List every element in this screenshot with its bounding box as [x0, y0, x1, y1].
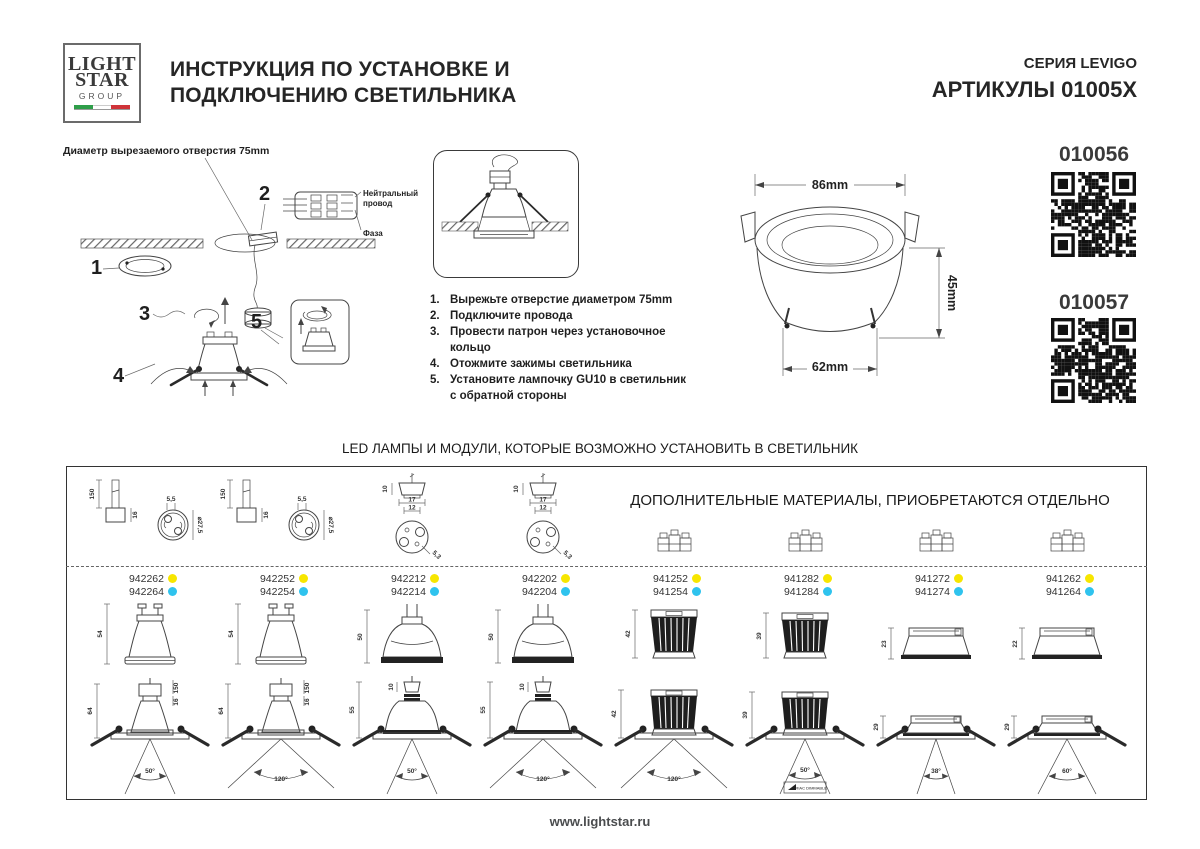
part-label-5: 5 — [251, 311, 263, 333]
triac-label: TRIAC DIMMABLE — [792, 785, 828, 791]
beam-angle-label: 38° — [931, 768, 941, 775]
articles-label: АРТИКУЛЫ 01005X — [931, 77, 1137, 102]
step-text: Провести патрон через установочное кольцо — [450, 326, 666, 354]
phase-wire-label: Фаза — [363, 229, 383, 238]
fixture-height-label: 29 — [873, 723, 880, 731]
article-list — [85, 572, 215, 598]
lightstar-logo — [63, 43, 141, 123]
beam-angle-label: 50° — [145, 768, 155, 775]
fixture-install-drawing — [347, 676, 477, 800]
installation-diagram — [55, 142, 425, 400]
lamp-height-label: 22 — [1012, 640, 1019, 648]
article-code: 942212 — [390, 572, 426, 585]
article-code: 942204 — [521, 585, 557, 598]
color-dot-yellow-icon — [561, 574, 570, 583]
terminal-connectors-drawing — [871, 526, 1001, 566]
svg-text:5,3: 5,3 — [430, 549, 442, 561]
led-section-title: LED ЛАМПЫ И МОДУЛИ, КОТОРЫЕ ВОЗМОЖНО УСТАНОВИТЬ В СВЕТИЛЬНИК — [341, 441, 859, 456]
dim-top-label: 86mm — [811, 178, 849, 192]
hole-diameter-note: Диаметр вырезаемого отверстия 75mm — [63, 145, 270, 157]
article-row — [216, 585, 346, 598]
svg-text:16: 16 — [263, 511, 270, 519]
qr-code-image — [1051, 172, 1136, 257]
svg-text:⌀27,5: ⌀27,5 — [196, 516, 203, 534]
color-dot-cyan-icon — [430, 587, 439, 596]
lamp-height-label: 50 — [488, 633, 495, 641]
steps-list — [430, 292, 692, 404]
fixture-height-label: 64 — [218, 707, 225, 715]
fixture-height-label: 39 — [742, 711, 749, 719]
svg-text:17: 17 — [408, 496, 416, 504]
terminal-block-zoom — [283, 192, 361, 230]
svg-text:17: 17 — [539, 496, 547, 504]
svg-text:10: 10 — [519, 683, 526, 691]
article-row — [478, 585, 608, 598]
svg-text:10: 10 — [382, 485, 389, 493]
qr-code-label: 010056 — [1058, 143, 1130, 166]
article-row — [216, 572, 346, 585]
article-list — [740, 572, 870, 598]
fixture-height-label: 55 — [480, 706, 487, 714]
step-number: 2. — [430, 310, 440, 322]
article-code: 941274 — [914, 585, 950, 598]
fixture-install-drawing — [478, 676, 608, 800]
article-row — [85, 585, 215, 598]
lamp-height-label: 54 — [228, 630, 235, 638]
mounting-ring — [119, 256, 171, 276]
mr16-lamp-drawing — [347, 600, 477, 674]
beam-angle-label: 50° — [800, 767, 810, 774]
article-row — [740, 585, 870, 598]
beam-angle-label: 120° — [667, 776, 681, 783]
beam-angle-label: 50° — [407, 768, 417, 775]
fixture-install-drawing — [85, 676, 215, 800]
color-dot-yellow-icon — [692, 574, 701, 583]
article-list — [216, 572, 346, 598]
mr16-socket-drawing — [478, 470, 608, 565]
svg-text:5,5: 5,5 — [297, 496, 307, 503]
fixture-install-drawing — [1002, 676, 1132, 800]
article-row — [740, 572, 870, 585]
step-number: 3. — [430, 326, 440, 338]
lamp-height-label: 23 — [881, 640, 888, 648]
header-right — [932, 55, 1137, 103]
fixture-height-label: 64 — [87, 707, 94, 715]
svg-text:150: 150 — [220, 488, 227, 500]
beam-angle-label: 60° — [1062, 768, 1072, 775]
lamp-column-941262 — [1002, 468, 1132, 800]
dim-bottom-label: 62mm — [811, 360, 849, 374]
article-list — [347, 572, 477, 598]
svg-text:5,3: 5,3 — [561, 549, 573, 561]
step-number: 4. — [430, 358, 440, 370]
lamp-height-label: 39 — [756, 632, 763, 640]
step-row — [430, 372, 692, 404]
lamp-column-942252 — [216, 468, 346, 800]
svg-text:150: 150 — [304, 682, 311, 694]
logo-line: STAR — [75, 69, 129, 91]
footer-url: www.lightstar.ru — [549, 814, 651, 829]
lamp-height-label: 54 — [97, 630, 104, 638]
part-label-4: 4 — [113, 365, 125, 387]
svg-text:150: 150 — [173, 682, 180, 694]
dimension-drawing — [703, 148, 1003, 393]
color-dot-cyan-icon — [954, 587, 963, 596]
article-row — [609, 585, 739, 598]
step-row — [430, 356, 692, 372]
part-label-1: 1 — [91, 257, 103, 279]
installed-fixture-panel — [433, 150, 579, 278]
step-row — [430, 324, 692, 356]
article-code: 941282 — [783, 572, 819, 585]
step-text: Отожмите зажимы светильника — [450, 358, 632, 370]
fixture-install-drawing — [216, 676, 346, 800]
article-row — [347, 572, 477, 585]
article-row — [1002, 585, 1132, 598]
article-row — [85, 572, 215, 585]
article-row — [347, 585, 477, 598]
fixture-clips-view — [171, 332, 267, 385]
dim-side-label: 45mm — [945, 274, 959, 312]
article-code: 942202 — [521, 572, 557, 585]
article-list — [871, 572, 1001, 598]
part-label-3: 3 — [139, 303, 151, 325]
fixture-install-drawing — [740, 676, 870, 800]
article-code: 941284 — [783, 585, 819, 598]
beam-angle-label: 120° — [274, 776, 288, 783]
lamp-insert-inset — [291, 300, 349, 364]
ceiling-hatch — [287, 239, 375, 248]
color-dot-yellow-icon — [168, 574, 177, 583]
color-dot-yellow-icon — [1085, 574, 1094, 583]
article-code: 942214 — [390, 585, 426, 598]
svg-text:16: 16 — [304, 698, 311, 706]
neutral-wire-label-2: провод — [363, 199, 393, 208]
article-row — [609, 572, 739, 585]
mr16-socket-drawing — [347, 470, 477, 565]
article-row — [1002, 572, 1132, 585]
extras-title: ДОПОЛНИТЕЛЬНЫЕ МАТЕРИАЛЫ, ПРИОБРЕТАЮТСЯ ОТДЕЛЬНО — [630, 492, 1110, 509]
page-title-line2: ПОДКЛЮЧЕНИЮ СВЕТИЛЬНИКА — [170, 84, 517, 107]
led-module-drawing — [609, 600, 739, 674]
color-dot-yellow-icon — [954, 574, 963, 583]
article-code: 941264 — [1045, 585, 1081, 598]
fixture-install-drawing — [871, 676, 1001, 800]
part-label-2: 2 — [259, 183, 271, 205]
terminal-connectors-drawing — [740, 526, 870, 566]
article-list — [1002, 572, 1132, 598]
step-text: Установите лампочку GU10 в светильник с обратной стороны — [450, 374, 687, 402]
gu10-socket-drawing — [85, 470, 215, 565]
step-number: 1. — [430, 294, 440, 306]
mr16-lamp-drawing — [478, 600, 608, 674]
color-dot-cyan-icon — [168, 587, 177, 596]
logo-line: LIGHT — [67, 53, 137, 75]
low-profile-module-drawing — [871, 600, 1001, 674]
logo-line: GROUP — [78, 91, 126, 101]
fixture-height-label: 29 — [1004, 723, 1011, 731]
step-row — [430, 292, 692, 308]
article-code: 941262 — [1045, 572, 1081, 585]
fixture-height-label: 55 — [349, 706, 356, 714]
step-row — [430, 308, 692, 324]
italian-flag-icon — [74, 105, 130, 110]
beam-angle-label: 120° — [536, 776, 550, 783]
svg-text:5,5: 5,5 — [166, 496, 176, 503]
color-dot-yellow-icon — [430, 574, 439, 583]
terminal-connectors-drawing — [1002, 526, 1132, 566]
page-title-line1: ИНСТРУКЦИЯ ПО УСТАНОВКЕ И — [170, 58, 510, 81]
svg-text:12: 12 — [539, 504, 547, 512]
neutral-wire-label: Нейтральный — [363, 189, 418, 198]
step-text: Вырежьте отверстие диаметром 75mm — [450, 294, 673, 306]
svg-text:12: 12 — [408, 504, 416, 512]
color-dot-cyan-icon — [299, 587, 308, 596]
terminal-connectors-drawing — [609, 526, 739, 566]
lamp-column-941252 — [609, 468, 739, 800]
color-dot-cyan-icon — [823, 587, 832, 596]
article-list — [478, 572, 608, 598]
series-label: СЕРИЯ LEVIGO — [1023, 55, 1137, 72]
lamp-column-941272 — [871, 468, 1001, 800]
article-row — [871, 572, 1001, 585]
article-code: 941272 — [914, 572, 950, 585]
svg-text:150: 150 — [89, 488, 96, 500]
lamp-column-942262 — [85, 468, 215, 800]
article-code: 942254 — [259, 585, 295, 598]
svg-text:10: 10 — [388, 683, 395, 691]
installed-fixture-drawing — [434, 151, 576, 275]
article-code: 942262 — [128, 572, 164, 585]
article-list — [609, 572, 739, 598]
svg-text:⌀27,5: ⌀27,5 — [327, 516, 334, 534]
article-code: 942252 — [259, 572, 295, 585]
lamp-height-label: 42 — [625, 630, 632, 638]
ceiling-hatch — [81, 239, 203, 248]
gu10-lamp-drawing — [216, 600, 346, 674]
page-title — [170, 57, 517, 109]
article-code: 942264 — [128, 585, 164, 598]
svg-text:10: 10 — [513, 485, 520, 493]
color-dot-cyan-icon — [561, 587, 570, 596]
article-code: 941254 — [652, 585, 688, 598]
qr-code-label: 010057 — [1058, 291, 1130, 314]
fixture-height-label: 42 — [611, 710, 618, 718]
lamp-column-942212 — [347, 468, 477, 800]
color-dot-cyan-icon — [692, 587, 701, 596]
led-module-drawing — [740, 600, 870, 674]
qr-code-image — [1051, 318, 1136, 403]
cutout-hole — [215, 234, 275, 252]
svg-text:16: 16 — [173, 698, 180, 706]
low-profile-module-drawing — [1002, 600, 1132, 674]
gu10-lamp-drawing — [85, 600, 215, 674]
fixture-install-drawing — [609, 676, 739, 800]
color-dot-yellow-icon — [299, 574, 308, 583]
svg-text:16: 16 — [132, 511, 139, 519]
article-row — [478, 572, 608, 585]
article-row — [871, 585, 1001, 598]
lamp-column-941282 — [740, 468, 870, 800]
step-number: 5. — [430, 374, 440, 386]
lamp-column-942202 — [478, 468, 608, 800]
color-dot-cyan-icon — [1085, 587, 1094, 596]
gu10-socket-drawing — [216, 470, 346, 565]
article-code: 941252 — [652, 572, 688, 585]
lamp-height-label: 50 — [357, 633, 364, 641]
step-text: Подключите провода — [450, 310, 573, 322]
color-dot-yellow-icon — [823, 574, 832, 583]
